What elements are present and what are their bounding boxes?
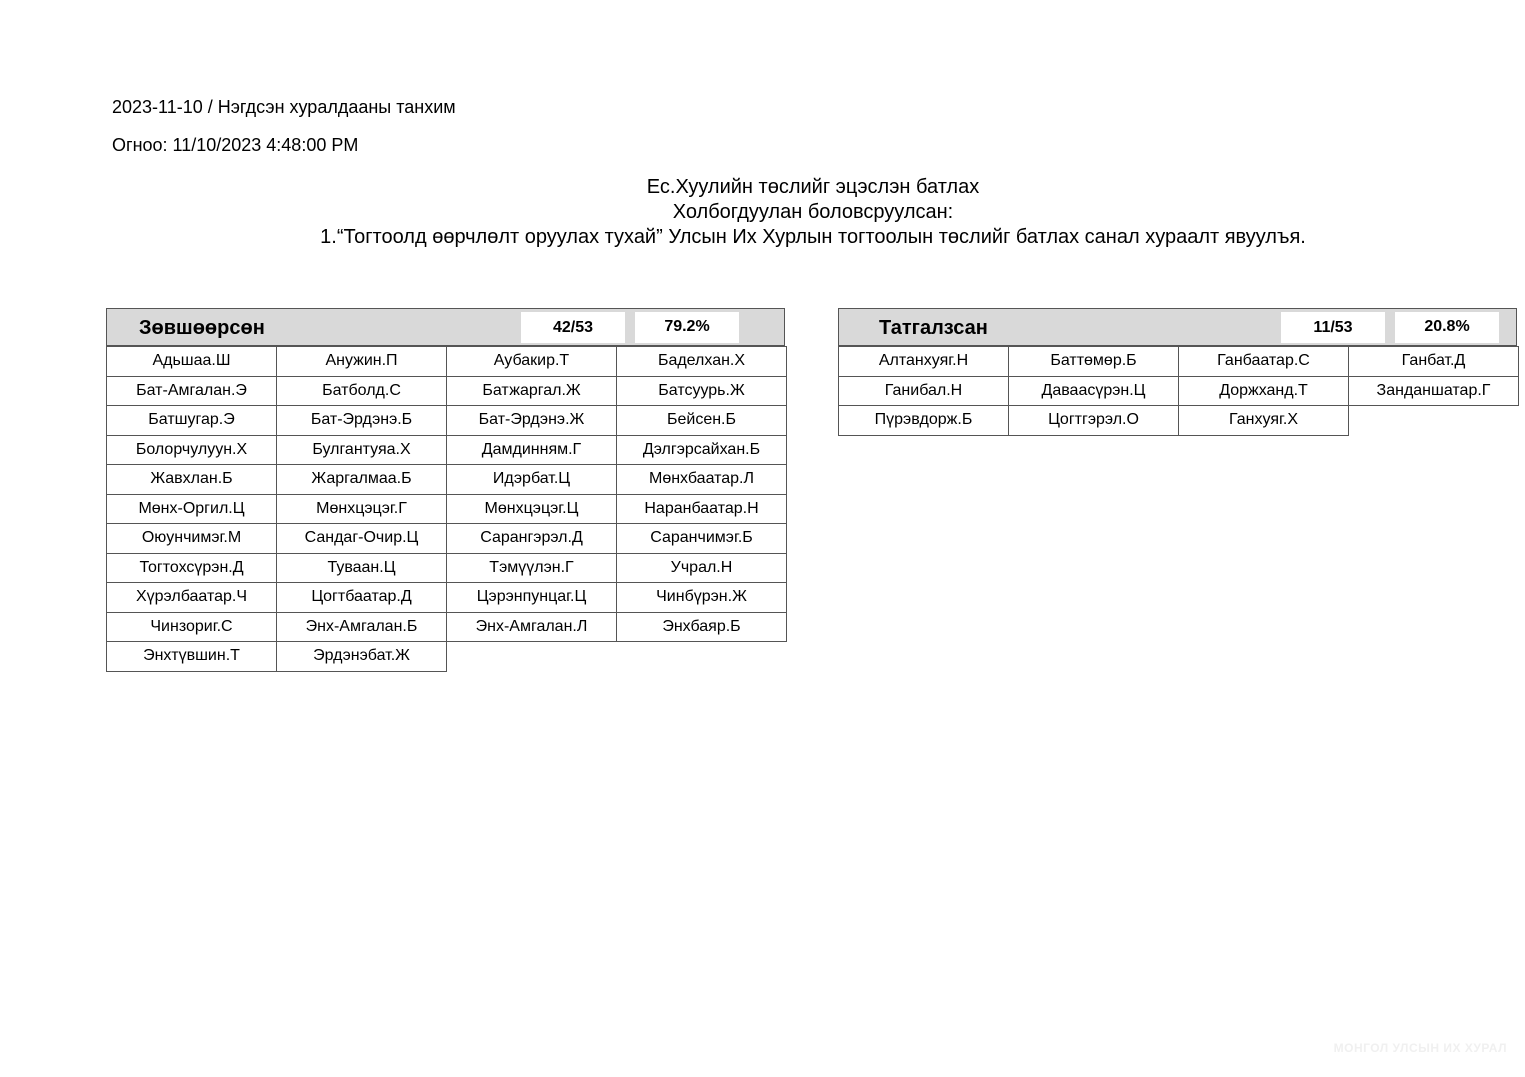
member-name-cell: Алтанхуяг.Н — [838, 346, 1009, 377]
member-name-cell: Наранбаатар.Н — [616, 494, 787, 525]
approved-panel — [106, 308, 785, 671]
vote-date: Огноо: 11/10/2023 4:48:00 PM — [112, 135, 359, 155]
topic-title: Ес.Хуулийн төслийг эцэслэн батлах — [646, 176, 980, 198]
member-name-cell: Пүрэвдорж.Б — [838, 405, 1009, 436]
member-name-cell: Эрдэнэбат.Ж — [276, 641, 447, 672]
topic-description: 1.“Тогтоолд өөрчлөлт оруулах тухай” Улсын Их Хурлын тогтоолын төслийг батлах санал хураалт явуулъя. — [320, 226, 1306, 248]
member-name-cell: Энх-Амгалан.Л — [446, 612, 617, 643]
member-name-cell: Идэрбат.Ц — [446, 464, 617, 495]
member-name-cell: Чинбүрэн.Ж — [616, 582, 787, 613]
member-name-cell: Занданшатар.Г — [1348, 376, 1519, 407]
member-name-cell: Сандаг-Очир.Ц — [276, 523, 447, 554]
member-name-cell: Булгантуяа.Х — [276, 435, 447, 466]
member-name-cell: Ганхуяг.Х — [1178, 405, 1349, 436]
member-name-cell: Бат-Эрдэнэ.Б — [276, 405, 447, 436]
member-name-cell: Бат-Амгалан.Э — [106, 376, 277, 407]
rejected-header — [838, 308, 1517, 346]
member-name-cell: Энх-Амгалан.Б — [276, 612, 447, 643]
member-name-cell: Ганбат.Д — [1348, 346, 1519, 377]
member-name-cell: Дамдинням.Г — [446, 435, 617, 466]
approved-header — [106, 308, 785, 346]
member-name-cell: Жаргалмаа.Б — [276, 464, 447, 495]
rejected-title: Татгалзсан — [879, 317, 988, 339]
member-name-cell: Батсуурь.Ж — [616, 376, 787, 407]
member-name-cell: Тэмүүлэн.Г — [446, 553, 617, 584]
member-name-cell: Доржханд.Т — [1178, 376, 1349, 407]
member-name-cell: Адьшаа.Ш — [106, 346, 277, 377]
member-name-cell: Хүрэлбаатар.Ч — [106, 582, 277, 613]
member-name-cell: Мөнхцэцэг.Ц — [446, 494, 617, 525]
member-name-cell: Батжаргал.Ж — [446, 376, 617, 407]
member-name-cell: Цогтбаатар.Д — [276, 582, 447, 613]
member-name-cell: Тогтохсүрэн.Д — [106, 553, 277, 584]
member-name-cell: Мөнхбаатар.Л — [616, 464, 787, 495]
member-name-cell: Цэрэнпунцаг.Ц — [446, 582, 617, 613]
session-info: 2023-11-10 / Нэгдсэн хуралдааны танхим — [112, 97, 456, 117]
member-name-cell: Бейсен.Б — [616, 405, 787, 436]
member-name-cell: Бат-Эрдэнэ.Ж — [446, 405, 617, 436]
rejected-names-grid — [838, 346, 1517, 435]
rejected-count: 11/53 — [1281, 312, 1385, 343]
member-name-cell: Болорчулуун.Х — [106, 435, 277, 466]
watermark: МОНГОЛ УЛСЫН ИХ ХУРАЛ — [1333, 1041, 1507, 1055]
member-name-cell: Чинзориг.С — [106, 612, 277, 643]
member-name-cell: Туваан.Ц — [276, 553, 447, 584]
approved-title: Зөвшөөрсөн — [139, 317, 265, 339]
member-name-cell: Батшугар.Э — [106, 405, 277, 436]
member-name-cell: Дэлгэрсайхан.Б — [616, 435, 787, 466]
member-name-cell: Учрал.Н — [616, 553, 787, 584]
member-name-cell: Цогтгэрэл.О — [1008, 405, 1179, 436]
member-name-cell: Энхбаяр.Б — [616, 612, 787, 643]
member-name-cell: Даваасүрэн.Ц — [1008, 376, 1179, 407]
approved-names-grid — [106, 346, 785, 671]
member-name-cell: Аубакир.Т — [446, 346, 617, 377]
member-name-cell: Ганибал.Н — [838, 376, 1009, 407]
member-name-cell: Баттөмөр.Б — [1008, 346, 1179, 377]
topic-subtitle: Холбогдуулан боловсруулсан: — [672, 201, 954, 223]
approved-percent: 79.2% — [635, 312, 739, 343]
rejected-percent: 20.8% — [1395, 312, 1499, 343]
member-name-cell: Сарангэрэл.Д — [446, 523, 617, 554]
member-name-cell: Оюунчимэг.М — [106, 523, 277, 554]
member-name-cell: Баделхан.Х — [616, 346, 787, 377]
member-name-cell: Мөнхцэцэг.Г — [276, 494, 447, 525]
member-name-cell: Ганбаатар.С — [1178, 346, 1349, 377]
member-name-cell: Энхтүвшин.Т — [106, 641, 277, 672]
approved-count: 42/53 — [521, 312, 625, 343]
member-name-cell: Саранчимэг.Б — [616, 523, 787, 554]
member-name-cell: Батболд.С — [276, 376, 447, 407]
member-name-cell: Мөнх-Оргил.Ц — [106, 494, 277, 525]
member-name-cell: Жавхлан.Б — [106, 464, 277, 495]
rejected-panel — [838, 308, 1517, 435]
member-name-cell: Анужин.П — [276, 346, 447, 377]
